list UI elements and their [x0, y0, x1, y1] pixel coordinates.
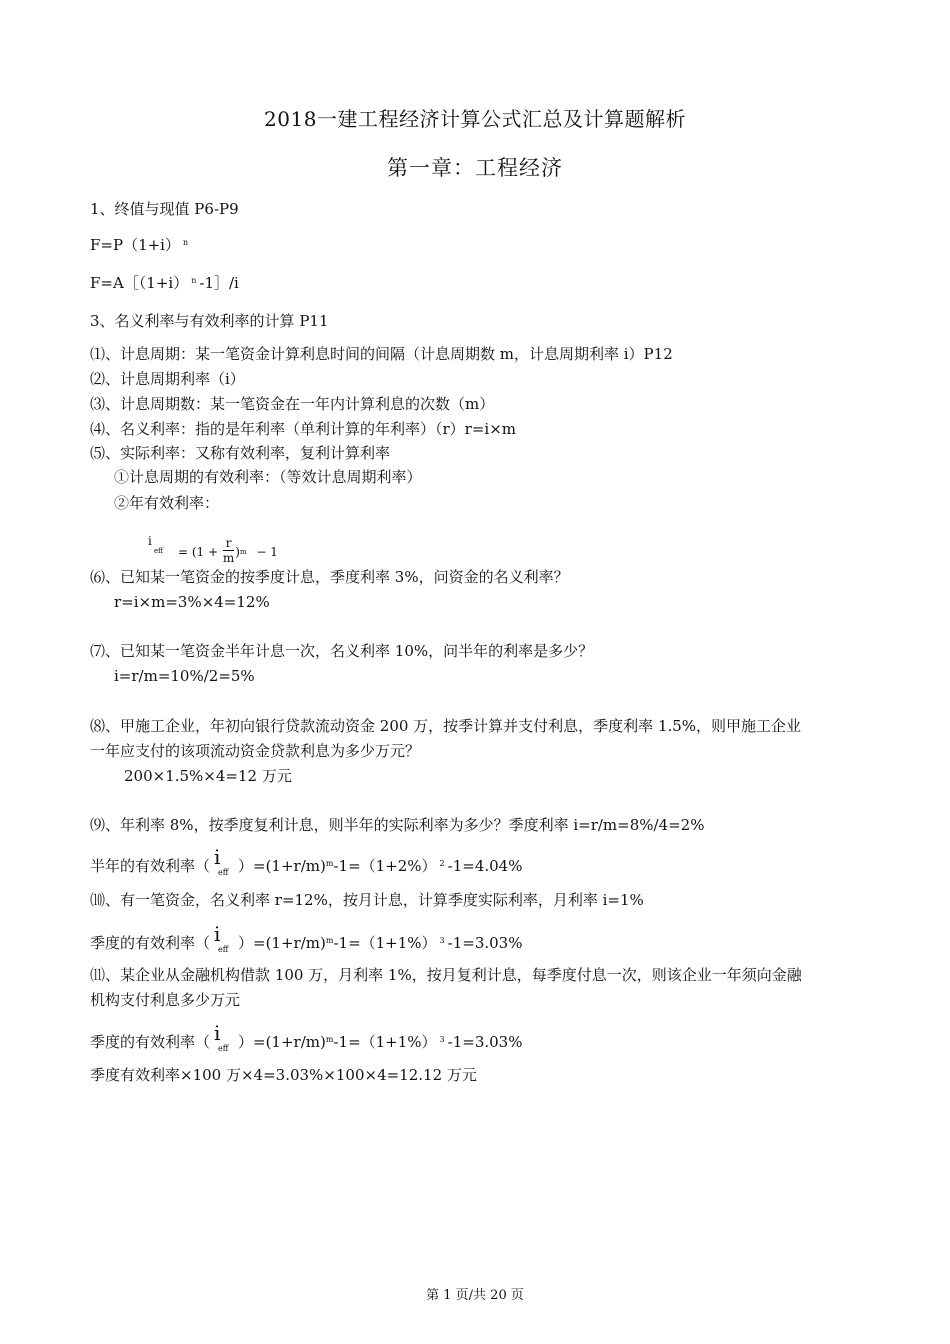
list-item: ⑵、计息周期利率（i） — [90, 370, 245, 388]
question-11-line-1: ⑾、某企业从金融机构借款 100 万，月利率 1%，按月复利计息，每季度付息一次，则该企业一年须向金融 — [90, 966, 802, 984]
i-eff-symbol: i eff — [214, 1021, 229, 1053]
i-eff-symbol: i eff — [214, 845, 229, 877]
page-footer: 第 1 页/共 20 页 — [426, 1288, 524, 1303]
answer-11-final: 季度有效利率×100 万×4=3.03%×100×4=12.12 万元 — [90, 1066, 477, 1084]
question-10: ⑽、有一笔资金，名义利率 r=12%，按月计息，计算季度实际利率，月利率 i=1% — [90, 891, 644, 909]
chapter-heading: 第一章：工程经济 — [387, 156, 563, 180]
formula-annuity: F=A［（1+i） $^n$ -1］/i — [90, 274, 239, 292]
answer-10: 季度的有效利率（ i eff ）$=(1+r/m)^m-1=(1+1\%)$ $^3$ -1=3.03% — [90, 922, 523, 954]
question-9: ⑼、年利率 8%，按季度复利计息，则半年的实际利率为多少？季度利率 i=r/m=8%/4=2% — [90, 816, 705, 834]
i-eff-symbol: i eff — [214, 922, 229, 954]
question-8-line-2: 一年应支付的该项流动资金贷款利息为多少万元？ — [90, 742, 421, 760]
answer-7: i=r/m=10%/2=5% — [114, 667, 255, 685]
question-11-line-2: 机构支付利息多少万元 — [90, 991, 241, 1009]
answer-6: r=i×m=3%×4=12% — [114, 593, 270, 611]
question-7: ⑺、已知某一笔资金半年计息一次，名义利率 10%，问半年的利率是多少？ — [90, 642, 594, 660]
answer-11: 季度的有效利率（ i eff ）$=(1+r/m)^m-1=(1+1\%)$ $^3$ -1=3.03% — [90, 1021, 523, 1053]
answer-8: 200×1.5%×4=12 万元 — [124, 767, 292, 785]
document-title: 2018一建工程经济计算公式汇总及计算题解析 — [264, 107, 686, 131]
fraction: $\frac{r}{m}$ — [222, 536, 235, 565]
section-1-heading: 1、终值与现值 P6-P9 — [90, 200, 239, 218]
question-6: ⑹、已知某一笔资金的按季度计息，季度利率 3%，问资金的名义利率？ — [90, 568, 569, 586]
sub-item: ②年有效利率： — [114, 494, 220, 512]
answer-9: 半年的有效利率（ i eff ）$=(1+r/m)^m-1=(1+2\%)$ $^2$ -1=4.04% — [90, 845, 523, 877]
formula-future-value: F=P（1+i） $^n$ — [90, 236, 189, 254]
list-item: ⑸、实际利率：又称有效利率，复利计算利率 — [90, 444, 391, 462]
list-item: ⑴、计息周期：某一笔资金计算利息时间的间隔（计息周期数 m，计息周期利率 i）P12 — [90, 345, 673, 363]
list-item: ⑶、计息周期数：某一笔资金在一年内计算利息的次数（m） — [90, 395, 495, 413]
question-8-line-1: ⑻、甲施工企业，年初向银行贷款流动资金 200 万，按季计算并支付利息，季度利率 1.5%，则甲施工企业 — [90, 717, 802, 735]
section-3-heading: 3、名义利率与有效利率的计算 P11 — [90, 312, 329, 330]
list-item: ⑷、名义利率：指的是年利率（单利计算的年利率）（r）r=i×m — [90, 420, 517, 438]
sub-item: ①计息周期的有效利率：（等效计息周期利率） — [114, 468, 422, 486]
